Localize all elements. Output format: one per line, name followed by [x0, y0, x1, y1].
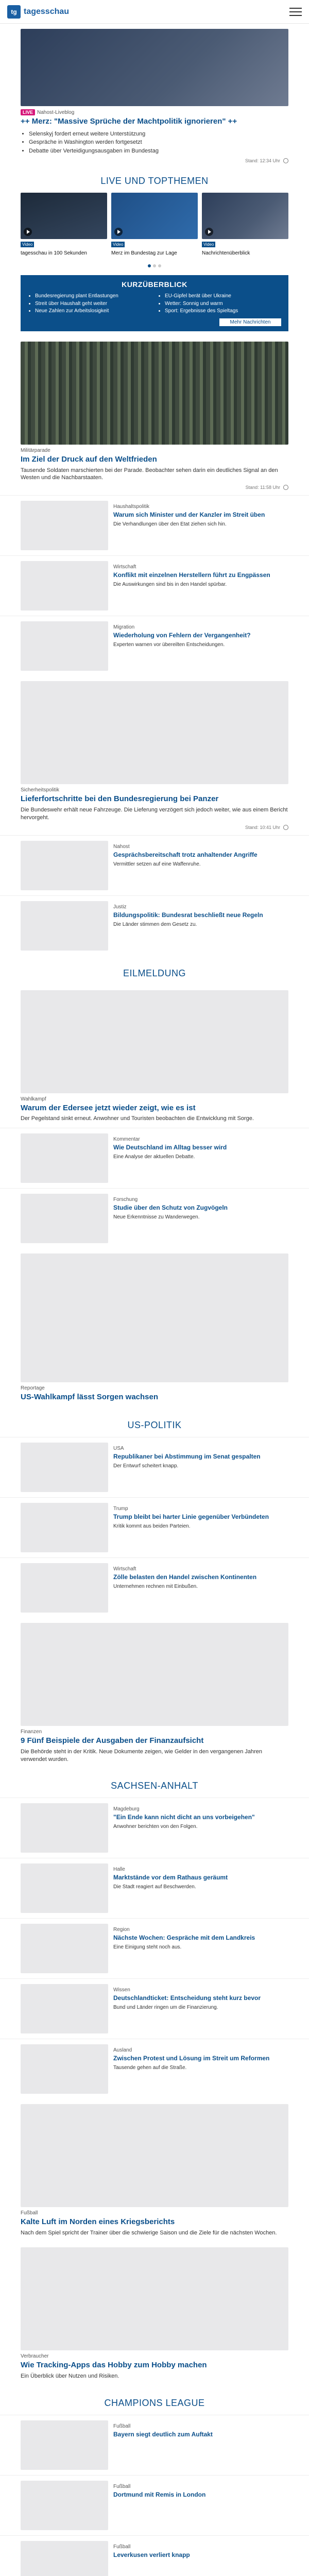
toys-text: Ein Überblick über Nutzen und Risiken.: [21, 2372, 119, 2379]
list-item[interactable]: [0, 1918, 309, 1978]
site-header: [0, 0, 309, 24]
video-thumbnail[interactable]: [111, 193, 198, 239]
teaser-text: Anwohner berichten von den Folgen.: [113, 1824, 198, 1830]
list-item[interactable]: [0, 2039, 309, 2099]
teaser-kicker: Ausland: [113, 2047, 132, 2054]
teaser-thumbnail[interactable]: [21, 1194, 108, 1243]
feature-teaser-text: Die Bundeswehr erhält neue Fahrzeuge. Die Lieferung verzögert sich jedoch weiter, wie aus einem Bericht hervorgeht.: [21, 806, 288, 821]
teaser-kicker: Justiz: [113, 904, 127, 910]
menu-icon[interactable]: [289, 8, 302, 16]
finanz-image[interactable]: [21, 1623, 288, 1726]
live-badge: LIVE: [21, 109, 35, 115]
hero-bullet[interactable]: • Debatte über Verteidigungsausgaben im Bundestag: [29, 147, 288, 156]
teaser-headline[interactable]: Marktstände vor dem Rathaus geräumt: [113, 1874, 228, 1882]
video-thumbnail[interactable]: [21, 193, 107, 239]
teaser-kicker: Magdeburg: [113, 1806, 140, 1812]
bigstory-kicker: Reportage: [21, 1385, 45, 1392]
sport-text: Nach dem Spiel spricht der Trainer über die schwierige Saison und die Ziele für die nächsten Wochen.: [21, 2230, 277, 2236]
sport-image[interactable]: [21, 2104, 288, 2207]
teaser-headline[interactable]: Zölle belasten den Handel zwischen Kontinenten: [113, 1573, 257, 1581]
list-item[interactable]: [0, 1557, 309, 1618]
finanz-text: Die Behörde steht in der Kritik. Neue Dokumente zeigen, wie Gelder in den vergangenen Jahren verwendet wurden.: [21, 1748, 262, 1762]
teaser-kicker: Haushaltspolitik: [113, 504, 150, 510]
list-item[interactable]: [0, 1437, 309, 1497]
kurzueberblick-item[interactable]: • Wetter: Sonnig und warm: [165, 300, 281, 308]
feature-teaser[interactable]: [0, 676, 309, 835]
hero-headline[interactable]: ++ Merz: "Massive Sprüche der Machtpolitik ignorieren" ++: [21, 117, 237, 126]
videos-section-title: LIVE UND TOPTHEMEN: [100, 176, 209, 187]
list-item[interactable]: [0, 2475, 309, 2535]
list-item[interactable]: [0, 1497, 309, 1557]
list-item[interactable]: [0, 1188, 309, 1248]
kurzueberblick-item[interactable]: • Neue Zahlen zur Arbeitslosigkeit: [35, 308, 151, 315]
teaser-kicker: Kommentar: [113, 1137, 140, 1143]
logo[interactable]: [7, 5, 69, 19]
teaser-kicker: Fußball: [113, 2483, 131, 2489]
list-item[interactable]: [0, 2535, 309, 2576]
teaser-text: Die Länder stimmen dem Gesetz zu.: [113, 921, 197, 927]
play-icon[interactable]: [24, 228, 32, 236]
sport-headline[interactable]: Kalte Luft im Norden eines Kriegsberichts: [21, 2217, 175, 2227]
teaser-kicker: USA: [113, 1445, 124, 1451]
teaser-text: Neue Erkenntnisse zu Wanderwegen.: [113, 1214, 200, 1221]
teaser-thumbnail[interactable]: [21, 561, 108, 611]
list-item[interactable]: [0, 495, 309, 555]
list-item[interactable]: [0, 1858, 309, 1918]
list-item[interactable]: [0, 616, 309, 676]
lead-kicker: Militärparade: [21, 447, 50, 453]
teaser-headline[interactable]: "Ein Ende kann nicht dicht an uns vorbeigehen": [113, 1814, 255, 1821]
toys-image[interactable]: [21, 2247, 288, 2350]
teaser-text: Experten warnen vor übereilten Entscheidungen.: [113, 642, 225, 648]
teaser-thumbnail[interactable]: [21, 1503, 108, 1552]
teaser-text: Unternehmen rechnen mit Einbußen.: [113, 1583, 198, 1589]
kurzueberblick-item[interactable]: • Streit über Haushalt geht weiter: [35, 300, 151, 308]
more-news-button[interactable]: Mehr Nachrichten: [219, 318, 281, 326]
finanz-kicker: Finanzen: [21, 1728, 42, 1735]
teaser-headline[interactable]: Studie über den Schutz von Zugvögeln: [113, 1204, 228, 1212]
feature-meta: Stand: 10:41 Uhr: [21, 825, 288, 830]
share-icon[interactable]: [283, 485, 288, 490]
hero-bullet[interactable]: • Selenskyj fordert erneut weitere Unterstützung: [29, 130, 288, 139]
teaser-thumbnail[interactable]: [21, 2044, 108, 2094]
carousel-dot[interactable]: [153, 264, 156, 267]
teaser-kicker: Migration: [113, 624, 135, 631]
logo-text: tagesschau: [24, 7, 70, 16]
eilmeldung-title: EILMELDUNG: [123, 968, 186, 978]
list-item[interactable]: [0, 835, 309, 895]
teaser-thumbnail[interactable]: [21, 1133, 108, 1183]
list-item[interactable]: [0, 1128, 309, 1188]
bigstory-image[interactable]: [21, 1253, 288, 1382]
video-tag: Video: [21, 242, 34, 247]
list-item[interactable]: [0, 2415, 309, 2475]
kurzueberblick-col: [158, 293, 281, 315]
teaser-text: Die Auswirkungen sind bis in den Handel spürbar.: [113, 582, 227, 588]
kurzueberblick-item[interactable]: • Bundesregierung plant Entlastungen: [35, 293, 151, 300]
list-item[interactable]: [0, 895, 309, 956]
video-title[interactable]: tagesschau in 100 Sekunden: [21, 250, 87, 257]
eilmeldung-kicker: Wahlkampf: [21, 1096, 46, 1102]
teaser-text: Tausende gehen auf die Straße.: [113, 2065, 187, 2071]
teaser-headline[interactable]: Wiederholung von Fehlern der Vergangenheit?: [113, 632, 251, 639]
lead-meta: Stand: 11:58 Uhr: [21, 485, 288, 490]
teaser-thumbnail[interactable]: [21, 501, 108, 550]
kurzueberblick-title: KURZÜBERBLICK: [122, 280, 187, 289]
feature-image[interactable]: [21, 681, 288, 784]
lead-teaser-text: Tausende Soldaten marschierten bei der Parade. Beobachter sehen darin ein deutliches Signal an den Westen und die Nachbarstaaten.: [21, 467, 278, 481]
sachsen-title: SACHSEN-ANHALT: [111, 1781, 198, 1791]
teaser-text: Kritik kommt aus beiden Parteien.: [113, 1523, 191, 1529]
list-item[interactable]: [0, 555, 309, 616]
teaser-thumbnail[interactable]: [21, 2420, 108, 2470]
finanz-headline[interactable]: 9 Fünf Beispiele der Ausgaben der Finanzaufsicht: [21, 1736, 204, 1745]
teaser-text: Eine Analyse der aktuellen Debatte.: [113, 1154, 195, 1160]
sport-kicker: Fußball: [21, 2210, 38, 2216]
teaser-thumbnail[interactable]: [21, 1863, 108, 1913]
teaser-thumbnail[interactable]: [21, 1803, 108, 1853]
video-tag: Video: [202, 242, 215, 247]
toys-teaser[interactable]: [0, 2242, 309, 2385]
teaser-kicker: Forschung: [113, 1197, 138, 1203]
video-carousel: [0, 193, 309, 257]
carousel-dot[interactable]: [148, 264, 151, 267]
bigstory-teaser[interactable]: [0, 1248, 309, 1408]
teaser-headline[interactable]: Leverkusen verliert knapp: [113, 2551, 190, 2558]
teaser-headline[interactable]: Konflikt mit einzelnen Herstellern führt zu Engpässen: [113, 571, 270, 579]
share-icon[interactable]: [283, 158, 288, 163]
teaser-thumbnail[interactable]: [21, 621, 108, 671]
kurzueberblick-col: [28, 293, 151, 315]
teaser-thumbnail[interactable]: [21, 2541, 108, 2576]
video-item[interactable]: [21, 193, 107, 257]
lead-headline[interactable]: Im Ziel der Druck auf den Weltfrieden: [21, 454, 157, 464]
teaser-headline[interactable]: Deutschlandticket: Entscheidung steht kurz bevor: [113, 1994, 261, 2002]
hero-meta: Stand: 12:34 Uhr: [21, 158, 288, 163]
teaser-kicker: Nahost: [113, 843, 130, 850]
carousel-dot[interactable]: [158, 264, 161, 267]
feature-headline[interactable]: Lieferfortschritte bei den Bundesregierung bei Panzer: [21, 794, 219, 804]
kurzueberblick-item[interactable]: • EU-Gipfel berät über Ukraine: [165, 293, 281, 300]
hero-image[interactable]: [21, 29, 288, 106]
kurzueberblick-box: [21, 275, 288, 331]
teaser-headline[interactable]: Republikaner bei Abstimmung im Senat gespalten: [113, 1452, 261, 1460]
teaser-text: Eine Einigung steht noch aus.: [113, 1944, 182, 1951]
sport-teaser[interactable]: [0, 2099, 309, 2242]
teaser-headline[interactable]: Wie Deutschland im Alltag besser wird: [113, 1144, 227, 1151]
teaser-headline[interactable]: Bayern siegt deutlich zum Auftakt: [113, 2430, 213, 2438]
teaser-thumbnail[interactable]: [21, 2481, 108, 2530]
video-item[interactable]: [111, 193, 198, 257]
teaser-thumbnail[interactable]: [21, 841, 108, 890]
teaser-kicker: Fußball: [113, 2544, 131, 2550]
toys-kicker: Verbraucher: [21, 2353, 49, 2359]
hero-bullets: [21, 130, 288, 156]
teaser-kicker: Halle: [113, 1867, 125, 1873]
teaser-kicker: Wirtschaft: [113, 564, 136, 570]
hero-teaser[interactable]: [0, 29, 309, 163]
teaser-headline[interactable]: Bildungspolitik: Bundesrat beschließt neue Regeln: [113, 911, 263, 919]
carousel-dots: [0, 261, 309, 270]
bigstory-headline[interactable]: US-Wahlkampf lässt Sorgen wachsen: [21, 1393, 159, 1402]
list-item[interactable]: [0, 1978, 309, 2039]
video-title[interactable]: Merz im Bundestag zur Lage: [111, 250, 177, 257]
teaser-thumbnail[interactable]: [21, 901, 108, 951]
eilmeldung-text: Der Pegelstand sinkt erneut. Anwohner und Touristen beobachten die Entwicklung mit Sorge.: [21, 1115, 254, 1122]
eilmeldung-headline[interactable]: Warum der Edersee jetzt wieder zeigt, wie es ist: [21, 1103, 196, 1112]
toys-headline[interactable]: Wie Tracking-Apps das Hobby zum Hobby machen: [21, 2361, 207, 2369]
play-icon[interactable]: [205, 228, 213, 236]
teaser-thumbnail[interactable]: [21, 1984, 108, 2033]
lead-teaser[interactable]: [0, 336, 309, 495]
video-tag: Video: [111, 242, 125, 247]
video-title[interactable]: Nachrichtenüberblick: [202, 250, 250, 257]
list-item[interactable]: [0, 1798, 309, 1858]
teaser-headline[interactable]: Nächste Wochen: Gespräche mit dem Landkreis: [113, 1934, 255, 1942]
teaser-kicker: Wissen: [113, 1987, 130, 1993]
teaser-kicker: Trump: [113, 1505, 128, 1512]
kurzueberblick-item[interactable]: • Sport: Ergebnisse des Spieltags: [165, 308, 281, 315]
logo-mark: tg: [7, 5, 21, 19]
video-item[interactable]: [202, 193, 288, 257]
uspolitik-title: US-POLITIK: [127, 1419, 182, 1430]
share-icon[interactable]: [283, 825, 288, 830]
champions-title: CHAMPIONS LEAGUE: [104, 2397, 205, 2408]
teaser-thumbnail[interactable]: [21, 1443, 108, 1492]
teaser-headline[interactable]: Dortmund mit Remis in London: [113, 2490, 206, 2498]
eilmeldung-image[interactable]: [21, 990, 288, 1093]
teaser-kicker: Fußball: [113, 2423, 131, 2429]
teaser-headline[interactable]: Gesprächsbereitschaft trotz anhaltender Angriffe: [113, 851, 258, 858]
eilmeldung-teaser[interactable]: [0, 985, 309, 1128]
teaser-text: Bund und Länder ringen um die Finanzierung.: [113, 2005, 218, 2011]
teaser-thumbnail[interactable]: [21, 1563, 108, 1613]
teaser-headline[interactable]: Trump bleibt bei harter Linie gegenüber Verbündeten: [113, 1513, 269, 1520]
hero-bullet[interactable]: • Gespräche in Washington werden fortgesetzt: [29, 138, 288, 147]
teaser-text: Vermittler setzen auf eine Waffenruhe.: [113, 861, 201, 867]
teaser-text: Die Verhandlungen über den Etat ziehen sich hin.: [113, 521, 227, 528]
hero-kicker: LIVE Nahost-Liveblog: [21, 109, 288, 115]
play-icon[interactable]: [114, 228, 123, 236]
feature-kicker: Sicherheitspolitik: [21, 787, 60, 793]
teaser-kicker: Wirtschaft: [113, 1566, 136, 1572]
lead-image[interactable]: [21, 342, 288, 445]
teaser-headline[interactable]: Zwischen Protest und Lösung im Streit um Reformen: [113, 2055, 270, 2062]
video-thumbnail[interactable]: [202, 193, 288, 239]
teaser-text: Der Entwurf scheitert knapp.: [113, 1463, 179, 1469]
teaser-text: Die Stadt reagiert auf Beschwerden.: [113, 1884, 196, 1890]
finanz-teaser[interactable]: [0, 1618, 309, 1768]
teaser-thumbnail[interactable]: [21, 1924, 108, 1973]
teaser-headline[interactable]: Warum sich Minister und der Kanzler im Streit üben: [113, 511, 265, 519]
teaser-kicker: Region: [113, 1927, 130, 1933]
